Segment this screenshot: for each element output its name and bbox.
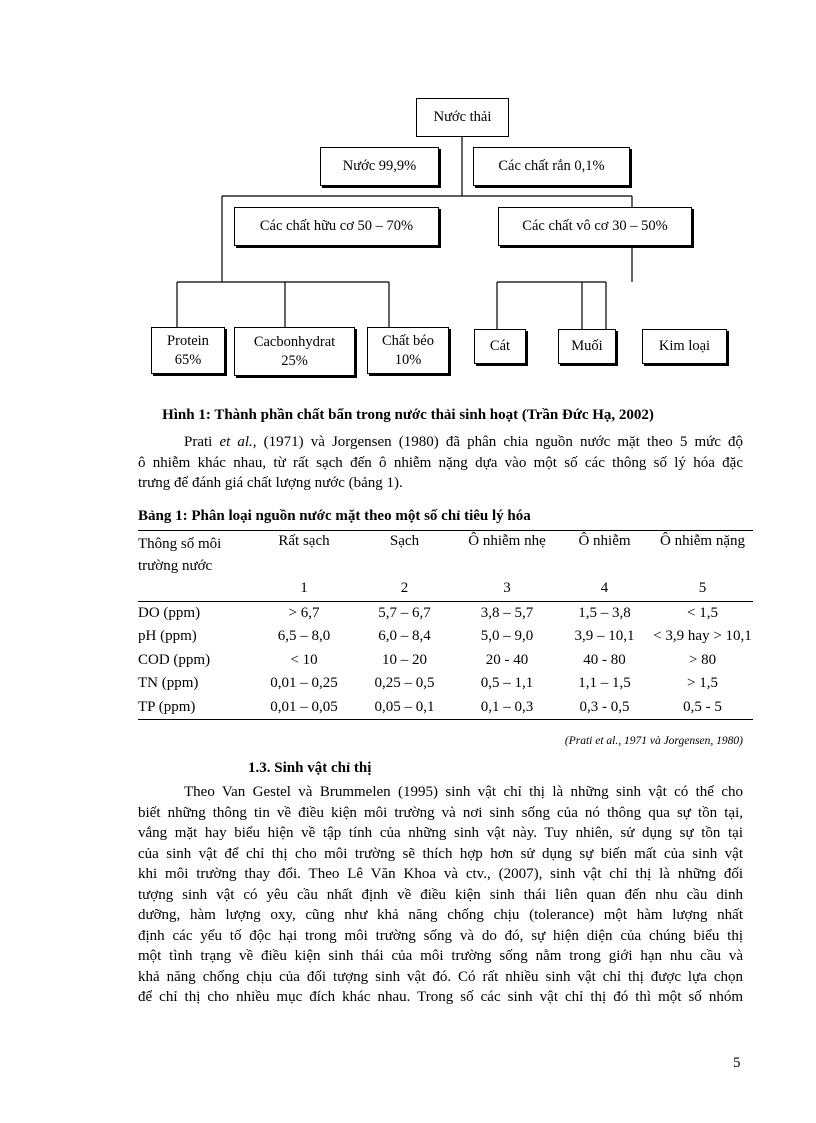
table-cell: 40 - 80 <box>583 651 626 668</box>
diagram-leaf-salt-label: Muối <box>571 338 603 354</box>
table-cell: 5,0 – 9,0 <box>480 628 534 645</box>
paragraph-line: ô nhiễm khác nhau, từ rất sạch đến ô nhiễm nặng dựa vào một số các thông số lý hóa đặc <box>138 454 743 471</box>
diagram-inorganic-box <box>498 207 692 246</box>
text-run: (1971) và Jorgensen (1980) đã phân chia nguồn nước mặt theo 5 mức độ <box>256 434 743 450</box>
table-cell: < 1,5 <box>687 604 718 621</box>
body-paragraph <box>138 782 743 1008</box>
paragraph-line: tượng sinh vật có yêu cầu nhất định về điều kiện sinh thái liên quan đến nhu cầu dinh <box>138 886 743 903</box>
diagram-leaf-protein-line1: Protein <box>167 332 209 349</box>
index-cell: 4 <box>557 577 652 601</box>
paragraph-line: khi môi trường thay đổi. Theo Lê Văn Khoa và ctv., (2007), sinh vật chỉ thị là những đối <box>138 866 743 882</box>
table-cell: < 10 <box>290 651 318 668</box>
diagram-root-box <box>416 98 509 137</box>
row-param: TP (ppm) <box>138 696 256 720</box>
table-cell: 0,05 – 0,1 <box>352 696 457 720</box>
diagram-organic-label: Các chất hữu cơ 50 – 70% <box>259 218 414 234</box>
table-cell: 0,01 – 0,25 <box>270 675 338 692</box>
index-cell: 5 <box>652 577 753 601</box>
table-row <box>138 649 753 673</box>
paragraph-line: định các yếu tố độc hại trong môi trường sống và do đó, sự hiện diện của chúng biểu thị <box>138 927 743 944</box>
table-cell: 0,25 – 0,5 <box>374 675 435 692</box>
table-cell: 0,5 - 5 <box>652 696 753 720</box>
diagram-leaf-fat-line2: 10% <box>394 351 422 368</box>
table-cell: 20 - 40 <box>485 651 529 668</box>
diagram-leaf-carbohydrate <box>234 327 355 376</box>
diagram-leaf-sand-label: Cát <box>489 338 511 354</box>
diagram-leaf-fat <box>367 327 449 374</box>
diagram-leaf-carbohydrate-line1: Cacbonhydrat <box>253 333 336 350</box>
header-level: Ô nhiễm nặng <box>652 531 753 578</box>
diagram-leaf-protein <box>151 327 225 374</box>
table-cell: 6,5 – 8,0 <box>277 628 331 645</box>
table-index-row <box>138 577 753 601</box>
diagram-organic-box <box>234 207 439 246</box>
row-param: COD (ppm) <box>138 651 211 668</box>
table-cell: > 6,7 <box>288 604 320 621</box>
text-run: Prati <box>184 434 220 450</box>
section-heading: 1.3. Sinh vật chỉ thị <box>248 760 372 776</box>
figure-caption: Hình 1: Thành phần chất bẩn trong nước thải sinh hoạt (Trần Đức Hạ, 2002) <box>162 407 654 423</box>
header-param-line2: trường nước <box>138 558 213 574</box>
table-cell: < 3,9 hay > 10,1 <box>653 628 752 645</box>
header-param-line1: Thông số môi <box>138 536 222 552</box>
table-cell: > 80 <box>688 651 717 668</box>
diagram-inorganic-label: Các chất vô cơ 30 – 50% <box>522 218 668 234</box>
page-number: 5 <box>733 1055 741 1071</box>
table-cell: 1,1 – 1,5 <box>578 675 631 692</box>
italic-run: et al., <box>219 434 257 450</box>
diagram-leaf-protein-line2: 65% <box>174 351 202 368</box>
paragraph-line: Theo Van Gestel và Brummelen (1995) sinh vật chỉ thị là những sinh vật có thể cho <box>184 784 743 800</box>
table-cell: 5,7 – 6,7 <box>378 604 431 621</box>
row-param: pH (ppm) <box>138 628 197 645</box>
diagram-solids-box <box>473 147 630 186</box>
paragraph-line <box>138 432 743 453</box>
table-row <box>138 672 753 696</box>
row-param: TN (ppm) <box>138 675 199 692</box>
table-source: (Prati et al., 1971 và Jorgensen, 1980) <box>564 735 743 747</box>
water-classification-table <box>138 530 753 720</box>
table-row <box>138 601 753 625</box>
table-cell: 1,5 – 3,8 <box>578 604 631 621</box>
diagram-leaf-metal-label: Kim loại <box>658 338 711 354</box>
diagram-leaf-fat-line1: Chất béo <box>382 332 434 349</box>
diagram-root-label: Nước thải <box>433 109 492 125</box>
table-cell: 3,9 – 10,1 <box>574 628 635 645</box>
diagram-leaf-metal <box>642 329 727 364</box>
table-title: Bảng 1: Phân loại nguồn nước mặt theo một số chỉ tiêu lý hóa <box>138 508 531 524</box>
header-param <box>138 531 256 578</box>
wastewater-composition-diagram <box>0 0 816 400</box>
index-cell: 3 <box>457 577 557 601</box>
header-level: Ô nhiễm nhẹ <box>457 531 557 578</box>
diagram-solids-label: Các chất rắn 0,1% <box>498 158 605 174</box>
paragraph-line: vắng mặt hay biểu hiện về tập tính của những sinh vật này. Tuy nhiên, sử dụng sự tồn tại <box>138 825 743 841</box>
paragraph-line: của sinh vật để chỉ thị cho môi trường sẽ thích hợp hơn sử dụng sự biến mất của sinh vật <box>138 845 743 862</box>
table-header-row <box>138 531 753 578</box>
table-row <box>138 625 753 649</box>
paragraph-line: một tình trạng về điều kiện sinh thái của môi trường sống nằm trong giới hạn nhu cầu và <box>138 948 743 964</box>
diagram-leaf-salt <box>558 329 616 364</box>
table-cell: 0,3 - 0,5 <box>557 696 652 720</box>
paragraph-line: khả năng chống chịu của đối tượng sinh vật đó. Có rất nhiều sinh vật chỉ thị được lựa chọn <box>138 968 743 985</box>
index-cell: 1 <box>256 577 352 601</box>
table-cell: 0,1 – 0,3 <box>457 696 557 720</box>
paragraph-line: trưng để đánh giá chất lượng nước (bảng 1). <box>138 475 403 491</box>
header-level: Rất sạch <box>256 531 352 578</box>
table-cell: 3,8 – 5,7 <box>480 604 534 621</box>
table-row <box>138 696 753 720</box>
table-cell: 10 – 20 <box>382 651 427 668</box>
paragraph-line: để chỉ thị cho nhiều mục đích khác nhau. Trong số các sinh vật chỉ thị đó thì một số nhóm <box>138 989 743 1005</box>
table-cell: 0,5 – 1,1 <box>480 675 534 692</box>
diagram-water-label: Nước 99,9% <box>342 158 417 174</box>
header-level: Ô nhiễm <box>557 531 652 578</box>
paragraph-line: biết những thông tin về điều kiện môi trường và nơi sinh sống của nó thông qua sự tồn tại, <box>138 804 743 821</box>
diagram-leaf-sand <box>474 329 526 364</box>
table-cell: 6,0 – 8,4 <box>378 628 431 645</box>
paragraph-line: dưỡng, hàm lượng oxy, cũng như khả năng chống chịu (tolerance) một hàm lượng nhất <box>138 907 743 923</box>
header-level: Sạch <box>352 531 457 578</box>
table-cell: 0,01 – 0,05 <box>256 696 352 720</box>
row-param: DO (ppm) <box>138 604 201 621</box>
diagram-water-box <box>320 147 439 186</box>
table-cell: > 1,5 <box>687 675 718 692</box>
diagram-leaf-carbohydrate-line2: 25% <box>281 352 308 369</box>
intro-paragraph <box>138 432 743 494</box>
index-cell: 2 <box>352 577 457 601</box>
